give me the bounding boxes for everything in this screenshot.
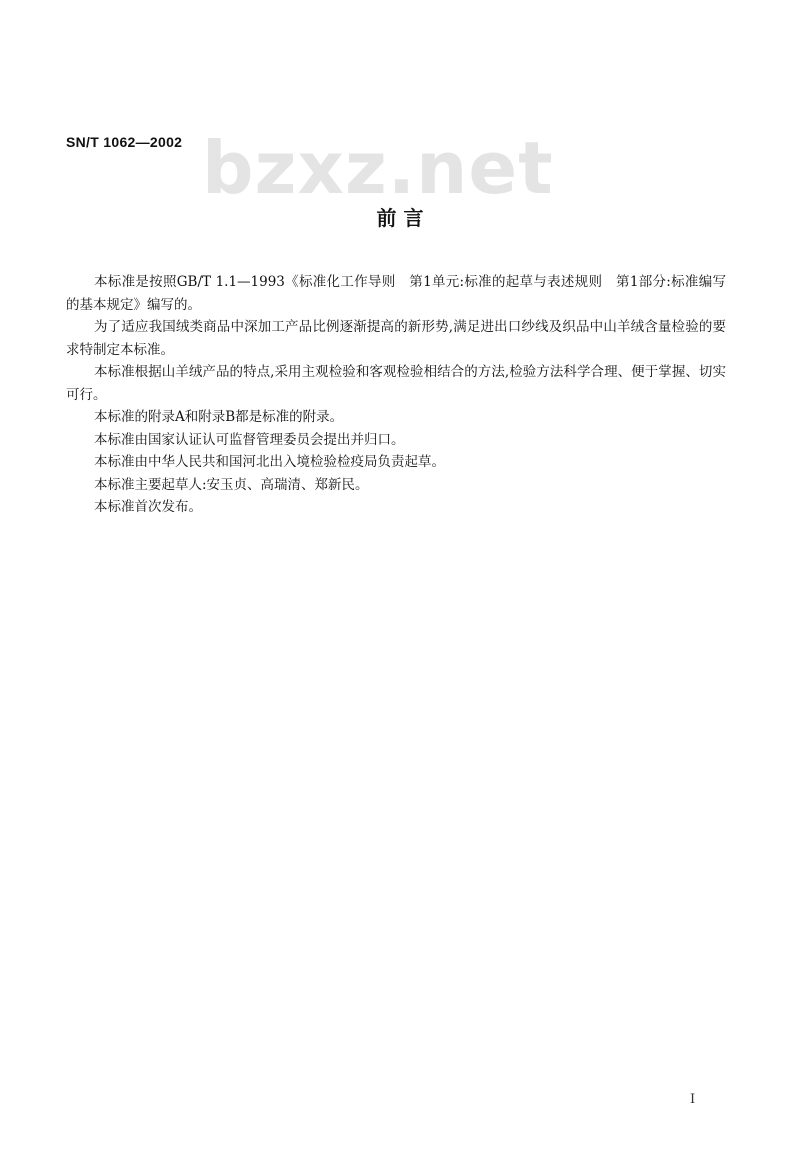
paragraph: 本标准的附录A和附录B都是标准的附录。	[94, 409, 344, 425]
paragraph: 本标准由国家认证认可监督管理委员会提出并归口。	[94, 431, 405, 448]
paragraph: 本标准由中华人民共和国河北出入境检验检疫局负责起草。	[94, 454, 445, 470]
paragraph: 本标准是按照GB/T 1.1—1993《标准化工作导则 第1单元:标准的起草与表述规则 第1部分:标准编写的基本规定》编写的。	[66, 274, 726, 313]
watermark: bzxz.net	[202, 126, 554, 210]
page-title: 前 言	[376, 206, 424, 230]
paragraph: 本标准主要起草人:安玉贞、高瑞清、郑新民。	[94, 476, 369, 493]
page-number: I	[690, 1092, 696, 1107]
document-code: SN/T 1062—2002	[66, 134, 183, 150]
paragraph: 本标准首次发布。	[94, 499, 202, 515]
paragraph: 为了适应我国绒类商品中深加工产品比例逐渐提高的新形势,满足进出口纱线及织品中山羊绒含量检验的要求特制定本标准。	[66, 319, 726, 358]
body-text	[66, 271, 726, 519]
paragraph: 本标准根据山羊绒产品的特点,采用主观检验和客观检验相结合的方法,检验方法科学合理、便于掌握、切实可行。	[66, 364, 726, 403]
